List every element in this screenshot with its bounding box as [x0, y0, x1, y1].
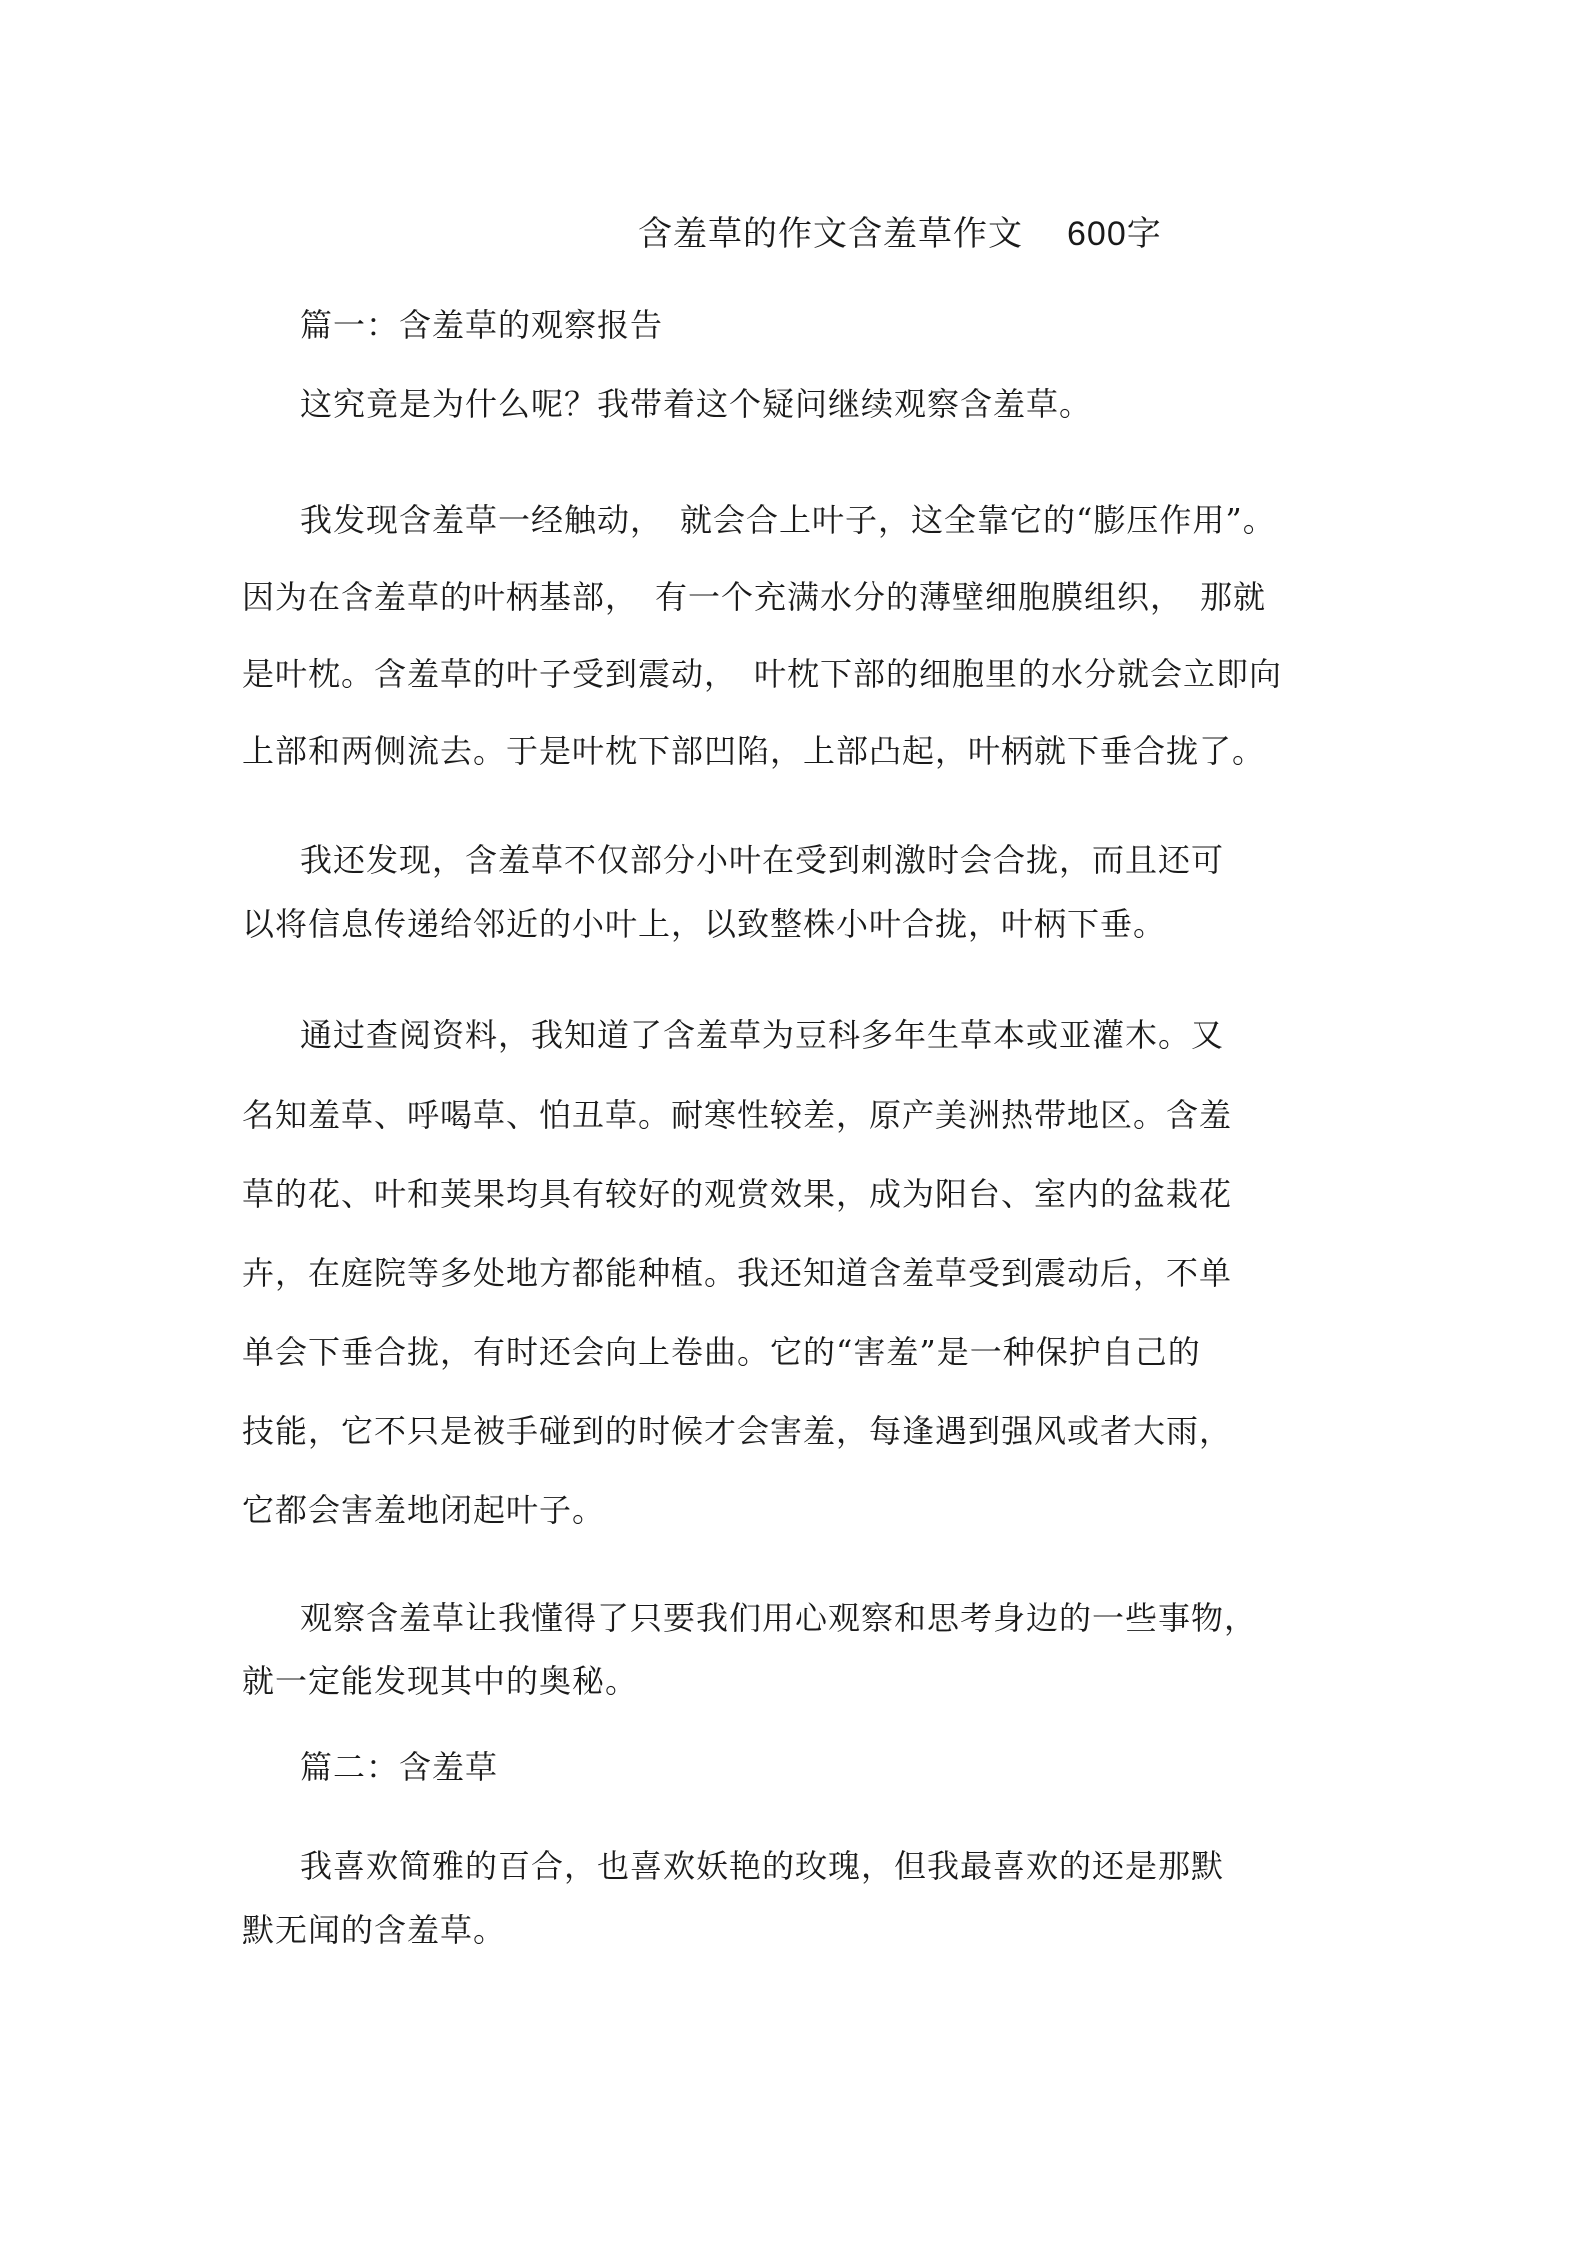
document-title [638, 212, 1162, 256]
title-text: 含羞草的作文含羞草作文 [638, 214, 1023, 254]
paragraph-line: 我还发现，含羞草不仅部分小叶在受到刺激时会合拢，而且还可 [300, 841, 1225, 879]
paragraph-line: 默无闻的含羞草。 [242, 1911, 507, 1949]
paragraph-line: 就一定能发现其中的奥秘。 [242, 1662, 639, 1700]
paragraph-line: 技能，它不只是被手碰到的时候才会害羞，每逢遇到强风或者大雨， [242, 1412, 1233, 1450]
paragraph-line: 通过查阅资料，我知道了含羞草为豆科多年生草本或亚灌木。又 [300, 1016, 1225, 1054]
paragraph-line: 它都会害羞地闭起叶子。 [242, 1491, 606, 1529]
paragraph-line: 上部和两侧流去。于是叶枕下部凹陷，上部凸起，叶柄就下垂合拢了。 [242, 732, 1266, 770]
paragraph-line: 观察含羞草让我懂得了只要我们用心观察和思考身边的一些事物， [300, 1599, 1258, 1637]
paragraph-line: 名知羞草、呼喝草、怕丑草。耐寒性较差，原产美洲热带地区。含羞 [242, 1096, 1233, 1134]
paragraph-line: 我发现含羞草一经触动， 就会合上叶子，这全靠它的“膨压作用”。 [300, 501, 1276, 539]
title-suffix: 字 [1126, 214, 1162, 254]
paragraph-line: 草的花、叶和荚果均具有较好的观赏效果，成为阳台、室内的盆栽花 [242, 1175, 1233, 1213]
paragraph-line: 是叶枕。含羞草的叶子受到震动， 叶枕下部的细胞里的水分就会立即向 [242, 655, 1283, 693]
paragraph-line: 以将信息传递给邻近的小叶上，以致整株小叶合拢，叶柄下垂。 [242, 905, 1167, 943]
paragraph-line: 单会下垂合拢，有时还会向上卷曲。它的“害羞”是一种保护自己的 [242, 1333, 1201, 1371]
paragraph-line: 我喜欢简雅的百合，也喜欢妖艳的玫瑰，但我最喜欢的还是那默 [300, 1847, 1225, 1885]
paragraph-line: 因为在含羞草的叶柄基部， 有一个充满水分的薄壁细胞膜组织， 那就 [242, 578, 1267, 616]
paragraph-line: 这究竟是为什么呢？我带着这个疑问继续观察含羞草。 [300, 385, 1093, 423]
title-number: 600 [1067, 215, 1127, 253]
section-heading-2: 篇二：含羞草 [300, 1748, 499, 1786]
section-heading-1: 篇一：含羞草的观察报告 [300, 306, 664, 344]
paragraph-line: 卉，在庭院等多处地方都能种植。我还知道含羞草受到震动后，不单 [242, 1254, 1233, 1292]
